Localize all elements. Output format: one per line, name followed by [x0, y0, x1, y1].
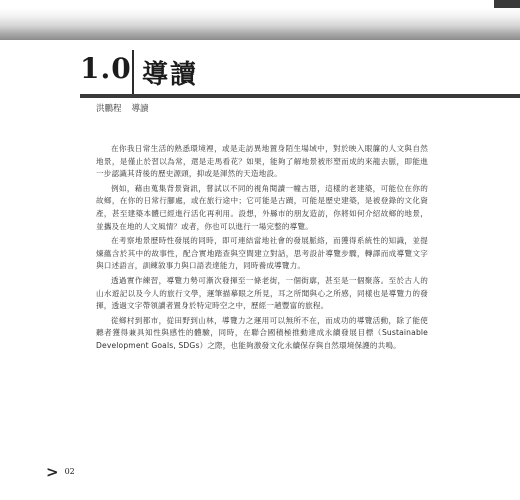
header-corner-block: [494, 0, 520, 8]
page-footer: [46, 462, 75, 481]
paragraph: 例如，藉由蒐集背景資訊，嘗試以不同的視角閱讀一幢古厝，這樣的老建築，可能位在你的故鄉，在你的日常行腳處，或在旅行途中；它可能是古蹟，可能是歷史建築，是被登錄的文化資產，甚至建築本體已經進行活化再利用。設想，外縣市的朋友造訪，你將如何介紹故鄉的地景，並攜及在地的人文風情？或者，你也可以進行一場完整的導覽。: [96, 183, 428, 231]
paragraph: 透過實作練習，導覽力勢可漸次發揮至一條老街，一個街廓，甚至是一個聚落。至於古人的山水遊記以及今人的旅行文學，運筆描摹眼之所見，耳之所聞與心之所感，同樣也是導覽力的發揮，透過文字帶領讀者置身於特定時空之中，歷經一趟豐富的旅程。: [96, 275, 428, 311]
chapter-underline-rule: [80, 94, 520, 98]
chapter-divider: [132, 50, 134, 94]
author-role: 導讀: [131, 104, 149, 114]
header-gradient-band: [0, 0, 520, 40]
chapter-title: 導讀: [142, 60, 199, 90]
chapter-number: 1.0: [80, 52, 132, 85]
body-text: [96, 143, 428, 355]
page-number: 02: [64, 467, 75, 476]
paragraph: 在考察地景歷時性發展的同時，即可連結當地社會的發展脈絡，而獲得系統性的知識，並提煉蘊含於其中的故事性，配合實地踏查與空間建立對話，思考設計導覽步驟，轉譯而成導覽文字與口述語言，訓練敘事力與口語表達能力，同時養成導覽力。: [96, 236, 428, 271]
paragraph: 在你我日常生活的熟悉環境裡，或是走訪異地置身陌生場域中，對於映入眼簾的人文與自然地景，是僅止於習以為常，還是走馬看花？如果，能夠了解地景被形塑而成的來龍去脈，即能進一步認識其背後的歷史源頭，抑或是渾然的天造地設。: [96, 144, 428, 179]
paragraph: 從鄉村到都市，從田野到山林，導覽力之運用可以無所不在，而成功的導覽活動，除了能使聽者獲得兼具知性與感性的體驗，同時，在聯合國積極推動達成永續發展目標（Sustainable Development Goals, SDGs）之際，也能夠激發文化永續保存與自然環境保護的共鳴。: [96, 315, 428, 350]
author-line: [96, 102, 149, 114]
author-name: 洪鵬程: [96, 104, 122, 114]
page-arrow-icon: >: [46, 463, 59, 481]
